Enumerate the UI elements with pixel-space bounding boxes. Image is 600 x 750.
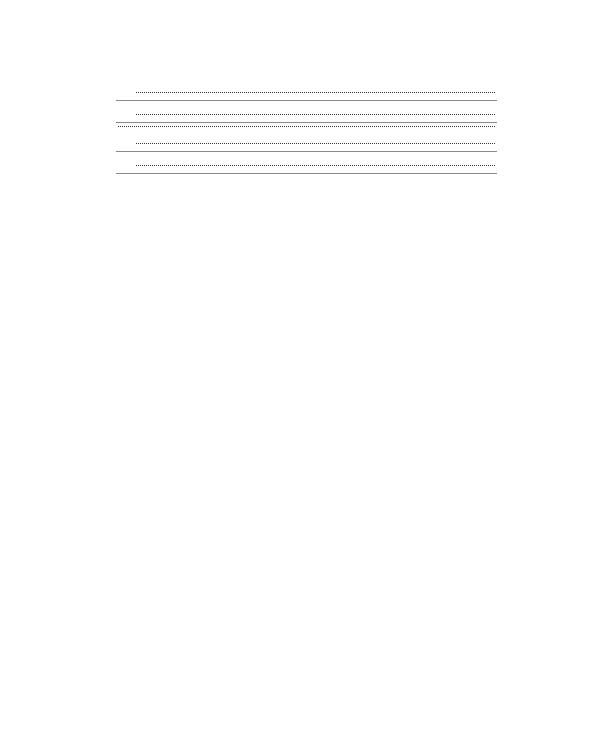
chapter-divider bbox=[116, 173, 497, 174]
chapter-7-heading bbox=[116, 165, 497, 169]
chapter-divider bbox=[116, 122, 497, 123]
chapter-6 bbox=[116, 143, 497, 152]
chapter-6-heading bbox=[116, 143, 497, 147]
chapter-5-heading bbox=[116, 114, 497, 118]
leader-dots bbox=[136, 165, 495, 166]
leader-dots bbox=[118, 126, 495, 127]
chapter-7 bbox=[116, 165, 497, 174]
table-of-contents bbox=[116, 80, 497, 177]
chapter-5 bbox=[116, 114, 497, 130]
leader-dots bbox=[136, 114, 495, 115]
chapter-4-heading bbox=[116, 92, 497, 96]
toc-entry-wrapped bbox=[116, 126, 497, 130]
leader-dots bbox=[136, 143, 495, 144]
chapter-divider bbox=[116, 100, 497, 101]
leader-dots bbox=[136, 92, 495, 93]
chapter-4 bbox=[116, 92, 497, 101]
chapter-divider bbox=[116, 151, 497, 152]
